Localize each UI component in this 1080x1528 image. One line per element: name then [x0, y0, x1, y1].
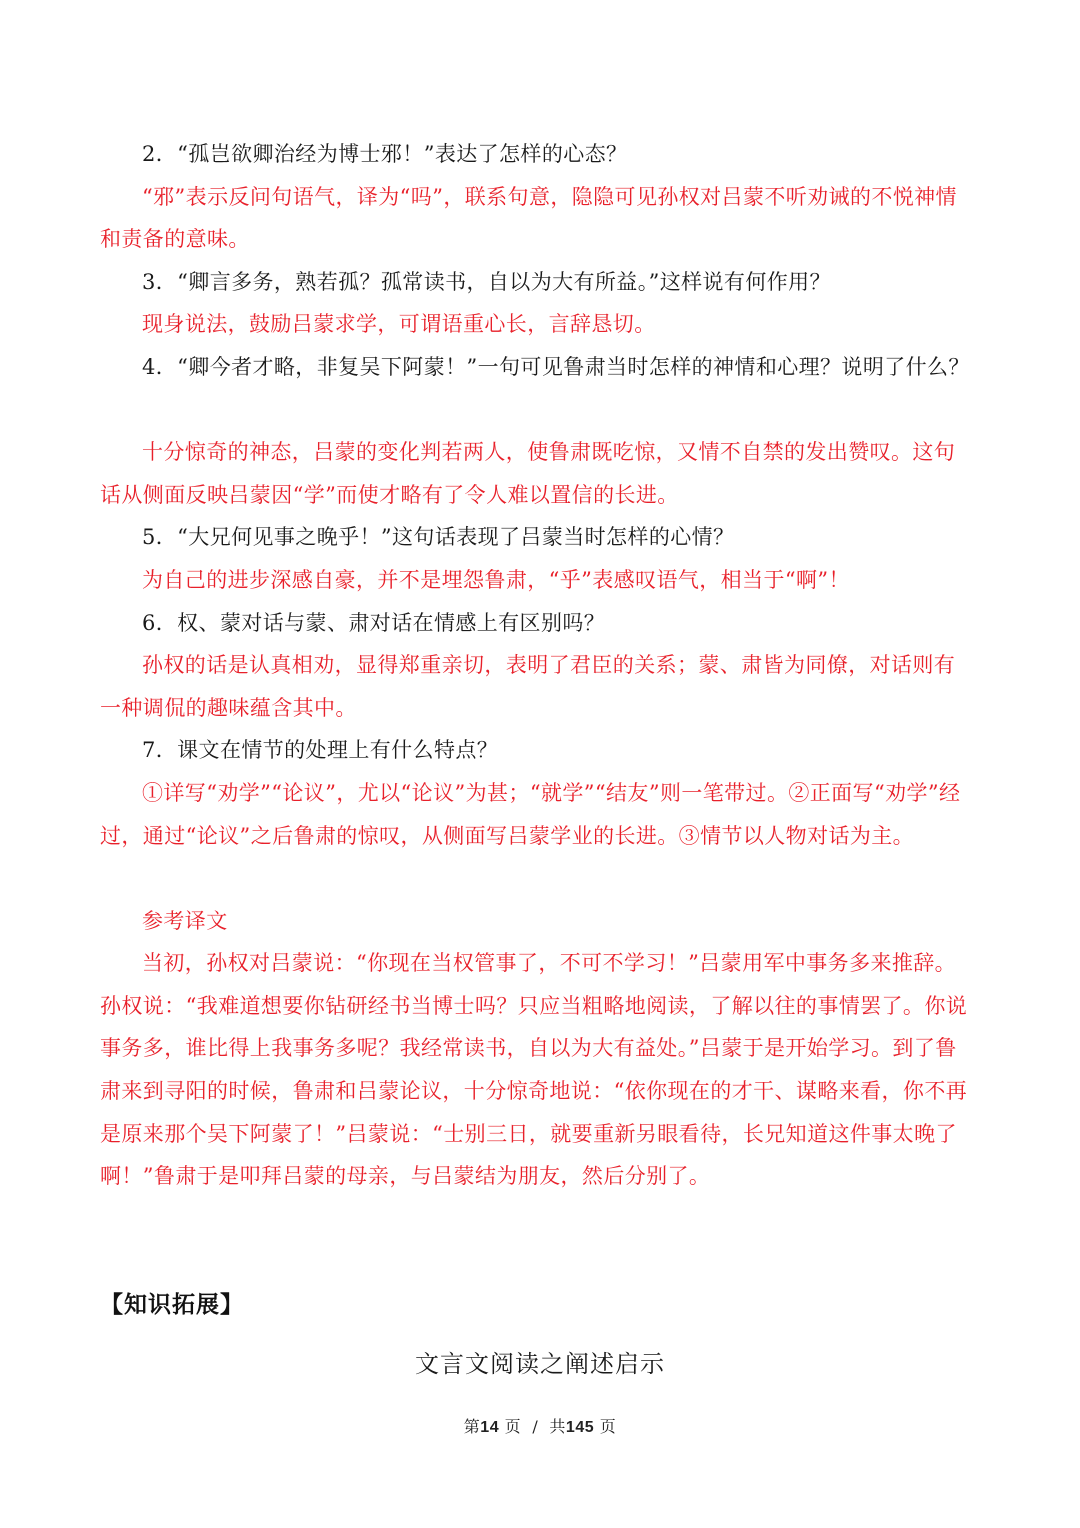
total-page-number: 145 [565, 1419, 595, 1436]
question-4: 4．“卿今者才略，非复吴下阿蒙！”一句可见鲁肃当时怎样的神情和心理？说明了什么？ [142, 354, 970, 379]
footer-prefix: 第 [463, 1417, 481, 1436]
answer-4: 十分惊奇的神态，吕蒙的变化判若两人，使鲁肃既吃惊，又情不自禁的发出赞叹。这句话从侧面反映吕蒙因“学”而使才略有了令人难以置信的长进。 [100, 440, 956, 507]
current-page-number: 14 [480, 1419, 500, 1436]
translation-body: 当初，孙权对吕蒙说：“你现在当权管事了，不可不学习！”吕蒙用军中事务多来推辞。孙权说：“我难道想要你钻研经书当博士吗？只应当粗略地阅读，了解以往的事情罢了。你说事务多，谁比得上我事务多呢？我经常读书，自以为大有益处。”吕蒙于是开始学习。到了鲁肃来到寻阳的时候，鲁肃和吕蒙论议，十分惊奇地说：“依你现在的才干、谋略来看，你不再是原来那个吴下阿蒙了！”吕蒙说：“士别三日，就要重新另眼看待，长兄知道这件事太晚了啊！”鲁肃于是叩拜吕蒙的母亲，与吕蒙结为朋友，然后分别了。 [100, 951, 968, 1189]
section-title: 【知识拓展】 [100, 1292, 244, 1318]
answer-7: ①详写“劝学”“论议”，尤以“论议”为甚；“就学”“结友”则一笔带过。②正面写“劝学”经过，通过“论议”之后鲁肃的惊叹，从侧面写吕蒙学业的长进。③情节以人物对话为主。 [100, 780, 961, 848]
answer-3: 现身说法，鼓励吕蒙求学，可谓语重心长，言辞恳切。 [142, 312, 656, 337]
subheading: 文言文阅读之阐述启示 [415, 1350, 665, 1378]
page-footer [0, 1414, 1080, 1437]
document-body [100, 133, 972, 1198]
spacer [100, 857, 972, 900]
spacer [100, 389, 972, 432]
question-7: 7．课文在情节的处理上有什么特点？ [142, 738, 499, 763]
answer-5: 为自己的进步深感自豪，并不是埋怨鲁肃，“乎”表感叹语气，相当于“啊”！ [142, 567, 850, 592]
question-3: 3．“卿言多务，熟若孤？孤常读书，自以为大有所益。”这样说有何作用？ [142, 269, 831, 294]
question-2: 2．“孤岂欲卿治经为博士邪！”表达了怎样的心态？ [142, 142, 628, 166]
question-6: 6．权、蒙对话与蒙、肃对话在情感上有区别吗？ [142, 610, 606, 635]
answer-6: 孙权的话是认真相劝，显得郑重亲切，表明了君臣的关系；蒙、肃皆为同僚，对话则有一种调侃的趣味蕴含其中。 [100, 653, 956, 720]
question-5: 5．“大兄何见事之晚乎！”这句话表现了吕蒙当时怎样的心情？ [142, 525, 735, 550]
answer-2: “邪”表示反问句语气，译为“吗”，联系句意，隐隐可见孙权对吕蒙不听劝诫的不悦神情和责备的意味。 [100, 184, 957, 252]
translation-heading: 参考译文 [142, 908, 228, 933]
footer-middle: 页 / 共 [499, 1417, 566, 1436]
footer-suffix: 页 [594, 1417, 617, 1436]
